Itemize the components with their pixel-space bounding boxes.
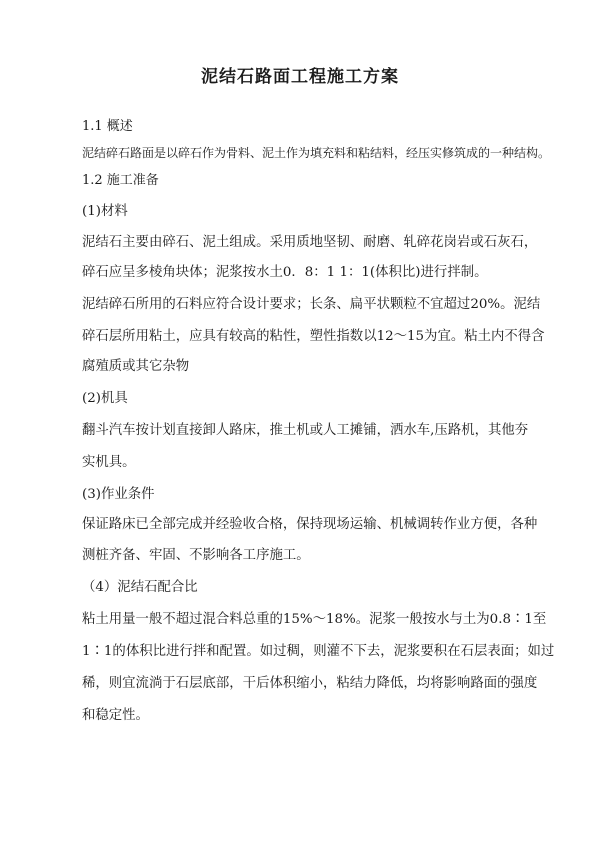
mix-ratio-heading: （4）泥结石配合比 xyxy=(82,580,198,595)
mix-ratio-paragraph-line: 1∶1的体积比进行拌和配置。如过稠，则灌不下去，泥浆要积在石层表面；如过 xyxy=(82,644,555,659)
mix-ratio-paragraph-line: 和稳定性。 xyxy=(82,708,149,723)
machinery-paragraph-line: 实机具。 xyxy=(82,455,136,470)
section-heading-overview: 1.1 概述 xyxy=(82,119,133,134)
materials-paragraph-line: 腐殖质或其它杂物 xyxy=(82,359,190,374)
conditions-paragraph-line: 测桩齐备、牢固、不影响各工序施工。 xyxy=(82,548,310,563)
mix-ratio-paragraph-line: 稀，则宜流淌于石层底部，干后体积缩小，粘结力降低，均将影响路面的强度 xyxy=(82,676,538,691)
mix-ratio-paragraph-line: 粘土用量一般不超过混合料总重的15%～18%。泥浆一般按水与土为0.8∶1至 xyxy=(82,612,547,627)
section-heading-preparation: 1.2 施工准备 xyxy=(82,173,159,188)
machinery-paragraph-line: 翻斗汽车按计划直接卸人路床，推土机或人工摊铺，洒水车,压路机，其他夯 xyxy=(82,423,529,438)
overview-text: 泥结碎石路面是以碎石作为骨料、泥土作为填充料和粘结料，经压实修筑成的一种结构。 xyxy=(82,146,551,160)
materials-paragraph-line: 碎石层所用粘土，应具有较高的粘性，塑性指数以12～15为宜。粘土内不得含 xyxy=(82,329,545,344)
document-title: 泥结石路面工程施工方案 xyxy=(201,67,399,87)
conditions-paragraph-line: 保证路床已全部完成并经验收合格，保持现场运输、机械调转作业方便，各种 xyxy=(82,517,538,532)
conditions-heading: (3)作业条件 xyxy=(82,487,155,502)
machinery-heading: (2)机具 xyxy=(82,391,128,406)
materials-heading: (1)材料 xyxy=(82,204,128,219)
materials-paragraph-line: 碎石应呈多棱角块体；泥浆按水土0．8：1 1：1(体积比)进行拌制。 xyxy=(82,265,488,280)
materials-paragraph-line: 泥结石主要由碎石、泥土组成。采用质地坚韧、耐磨、轧碎花岗岩或石灰石， xyxy=(82,235,538,250)
materials-paragraph-line: 泥结碎石所用的石料应符合设计要求；长条、扁平状颗粒不宜超过20%。泥结 xyxy=(82,297,541,312)
